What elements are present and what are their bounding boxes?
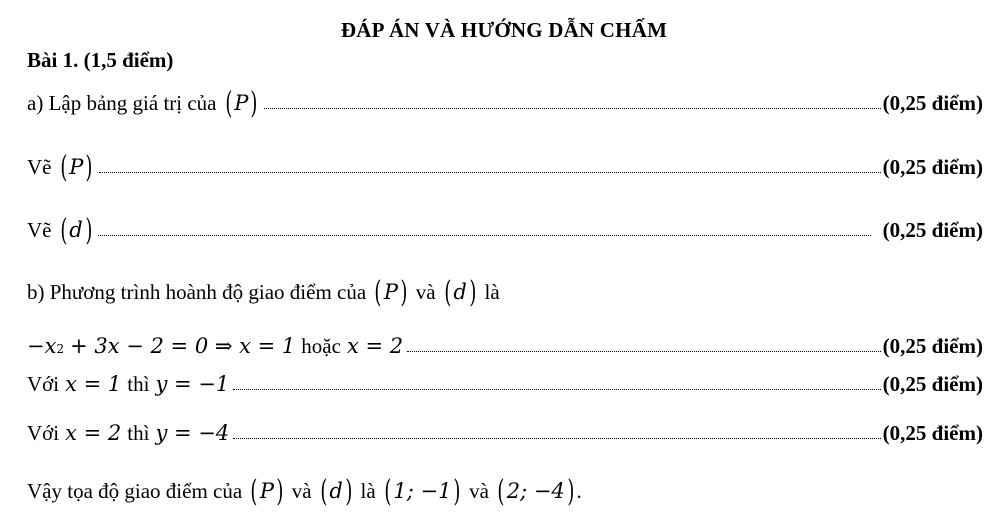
line-x1-y: y = −1 (155, 372, 230, 396)
line-x1-then: thì (127, 372, 150, 396)
conclusion-var1: P (259, 479, 275, 503)
score-label: (0,25 điểm) (882, 372, 983, 396)
answer-line-draw-p: Vẽ ( P ) (0,25 điểm) (27, 150, 983, 185)
document-title: ĐÁP ÁN VÀ HƯỚNG DẪN CHẤM (340, 18, 668, 42)
conclusion-var2: d (329, 479, 343, 503)
equation-rhs: x = 2 (346, 334, 404, 358)
score-label: (0,25 điểm) (882, 218, 983, 242)
equation-rest: + 3x − 2 = 0 ⇒ x = 1 (70, 334, 296, 358)
dot-leader (99, 172, 881, 173)
conclusion-is: là (360, 479, 376, 503)
answer-line-b: b) Phương trình hoành độ giao điểm của ( P ) và ( d ) là (27, 275, 500, 310)
answer-line-draw-d: Vẽ ( d ) (0,25 điểm) (27, 213, 983, 248)
equation-lhs: −x (27, 334, 57, 358)
line-b-and: và (415, 280, 436, 304)
conclusion-prefix: Vậy tọa độ giao điểm của (27, 479, 243, 503)
line-draw-p-var: P (69, 155, 84, 179)
conclusion-point2: 2; −4 (506, 479, 565, 503)
dot-leader (264, 108, 881, 109)
score-label: (0,25 điểm) (882, 155, 983, 179)
score-label: (0,25 điểm) (882, 91, 983, 115)
answer-line-x1 (27, 372, 983, 397)
section-heading: Bài 1. (1,5 điểm) (27, 48, 174, 72)
line-b-suffix: là (484, 280, 500, 304)
answer-line-x2 (27, 421, 983, 446)
line-a-var: P (234, 91, 249, 115)
line-x2-x: x = 2 (65, 421, 122, 445)
dot-leader (233, 389, 880, 390)
equation-or: hoặc (301, 334, 341, 358)
conclusion-end: . (576, 479, 582, 503)
line-b-var1: P (383, 280, 399, 304)
line-a-text: a) Lập bảng giá trị của (27, 91, 217, 115)
line-x2-prefix: Với (27, 421, 60, 445)
answer-line-a: a) Lập bảng giá trị của ( P ) (0,25 điểm) (27, 86, 983, 121)
dot-leader (407, 351, 881, 352)
conclusion-and1: và (291, 479, 312, 503)
line-b-var2: d (453, 280, 467, 304)
line-b-text: b) Phương trình hoành độ giao điểm của (27, 280, 367, 304)
line-x2-then: thì (127, 421, 150, 445)
dot-leader (98, 235, 870, 236)
score-label: (0,25 điểm) (882, 334, 983, 358)
line-draw-p-text: Vẽ (27, 155, 52, 179)
conclusion-point1: 1; −1 (393, 479, 452, 503)
answer-line-conclusion: Vậy tọa độ giao điểm của ( P ) và ( d ) là ( 1; −1 ) và ( 2; −4 ) . (27, 474, 582, 509)
answer-line-equation: −x 2 + 3x − 2 = 0 ⇒ x = 1 hoặc x = 2 (0,25 điểm) (27, 334, 983, 358)
dot-leader (233, 438, 880, 439)
conclusion-and2: và (469, 479, 489, 503)
line-x1-prefix: Với (27, 372, 60, 396)
line-x2-y: y = −4 (155, 421, 230, 445)
line-draw-d-text: Vẽ (27, 218, 52, 242)
line-x1-x: x = 1 (65, 372, 122, 396)
score-label: (0,25 điểm) (882, 421, 983, 445)
line-draw-d-var: d (69, 218, 83, 242)
